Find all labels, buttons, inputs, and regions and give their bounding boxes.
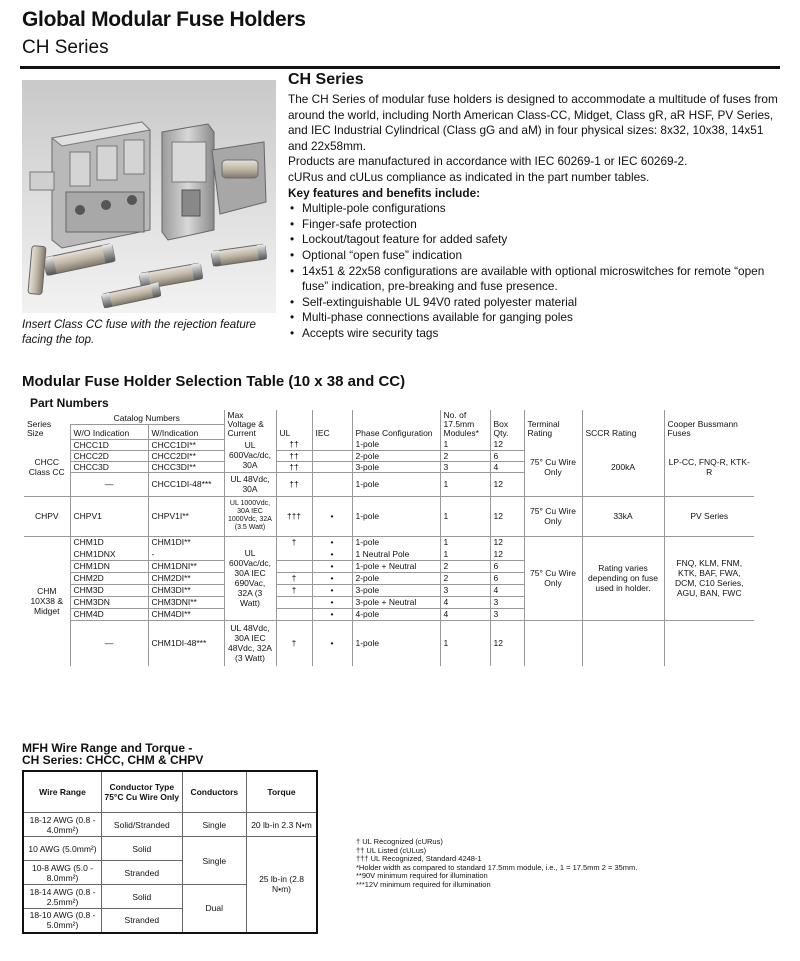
catalog-w: CHM1DI-48*** — [148, 620, 224, 666]
table-row — [24, 496, 754, 536]
catalog-wo: CHPV1 — [70, 496, 148, 536]
header-modules: No. of 17.5mm Modules* — [440, 410, 490, 439]
terminal-chpv: 75° Cu Wire Only — [524, 496, 582, 536]
phase-config: 1-pole — [352, 620, 440, 666]
footnote: *Holder width as compared to standard 17.5mm module, i.e., 1 = 17.5mm 2 = 35mm. — [356, 862, 638, 872]
feature-item: • Multiple-pole configurations — [302, 201, 780, 217]
manufacture-paragraph: Products are manufactured in accordance with IEC 60269-1 or IEC 60269-2. — [288, 154, 688, 169]
header-box-qty: Box Qty. — [490, 410, 524, 439]
box-qty: 3 — [490, 596, 524, 608]
footnote: **90V minimum required for illumination — [356, 871, 488, 881]
feature-item: • Multi-phase connections available for ganging poles — [302, 310, 780, 326]
compliance-paragraph: cURus and cULus compliance as indicated in the part number tables. — [288, 169, 650, 184]
modules: 2 — [440, 560, 490, 572]
sccr-chpv: 33kA — [582, 496, 664, 536]
catalog-w: CHM3DI** — [148, 584, 224, 596]
part-numbers-title: Part Numbers — [30, 396, 109, 410]
catalog-wo: — — [70, 620, 148, 666]
wire-range: 18-12 AWG (0.8 - 4.0mm²) — [23, 813, 102, 837]
mfh-title-line1: MFH Wire Range and Torque - — [22, 741, 193, 755]
photo-caption: Insert Class CC fuse with the rejection feature facing the top. — [22, 319, 256, 346]
conductors: Single — [182, 813, 246, 837]
terminal-chcc: 75° Cu Wire Only — [524, 439, 582, 496]
phase-config: 1-pole — [352, 439, 440, 450]
phase-config: 4-pole — [352, 608, 440, 620]
modules: 3 — [440, 461, 490, 472]
wire-range: 18-14 AWG (0.8 - 2.5mm²) — [23, 885, 102, 909]
feature-item: • Lockout/tagout feature for added safety — [302, 232, 780, 248]
features-title: Key features and benefits include: — [288, 185, 481, 200]
selection-table — [24, 410, 754, 666]
modules: 1 — [440, 620, 490, 666]
box-qty: 6 — [490, 450, 524, 461]
fuses-chm: FNQ, KLM, FNM, KTK, BAF, FWA, DCM, C10 Series, AGU, BAN, FWC — [664, 536, 754, 620]
voltage-chm: UL 600Vac/dc, 30A IEC 690Vac, 32A (3 Watt) — [224, 536, 276, 620]
modules: 1 — [440, 536, 490, 548]
box-qty: 12 — [490, 548, 524, 560]
conductor-type: Stranded — [102, 861, 183, 885]
catalog-wo: CHM2D — [70, 572, 148, 584]
series-chm: CHM 10X38 & Midget — [30, 586, 64, 617]
header-sccr: SCCR Rating — [582, 410, 664, 439]
header-conductors: Conductors — [182, 771, 246, 813]
voltage-chpv: UL 1000Vdc, 30A IEC 1000Vdc, 32A (3.5 Watt) — [224, 496, 276, 536]
catalog-w: - — [148, 548, 224, 560]
intro-paragraph: The CH Series of modular fuse holders is designed to accommodate a multitude of fuses from around the world, including North American Class-CC, Midget, Class gR, aR HSF, PV Series, and IEC Industrial Cylindrical (Class gG and aM) in four physical sizes: 8x32, 10x38, 14x51 and 22x58mm. — [288, 92, 778, 153]
header-max-voltage: Max Voltage & Current — [224, 410, 276, 439]
iec-mark: • — [312, 548, 352, 560]
table-row — [23, 813, 317, 837]
modules: 1 — [440, 472, 490, 496]
torque: 25 lb-in (2.8 N•m) — [247, 837, 317, 933]
phase-config: 1-pole + Neutral — [352, 560, 440, 572]
ul-mark — [276, 560, 312, 572]
conductors: Single — [182, 837, 246, 885]
iec-mark: • — [312, 584, 352, 596]
ul-mark: †† — [276, 461, 312, 472]
conductors: Dual — [182, 885, 246, 933]
catalog-w: CHCC2DI** — [148, 450, 224, 461]
ul-mark: †† — [276, 450, 312, 461]
catalog-wo: CHM1DNX — [70, 548, 148, 560]
ul-mark: †† — [276, 472, 312, 496]
feature-item: • 14x51 & 22x58 configurations are available with optional microswitches for remote “open fuse” indication, pre-breaking and fuse presence. — [302, 264, 780, 295]
iec-mark: • — [312, 496, 352, 536]
voltage-chcc-48: UL 48Vdc, 30A — [224, 472, 276, 496]
iec-mark: • — [312, 620, 352, 666]
phase-config: 1-pole — [352, 472, 440, 496]
conductor-type: Solid — [102, 837, 183, 861]
table-row — [23, 837, 317, 861]
catalog-wo: CHM1D — [70, 536, 148, 548]
wire-range: 10-8 AWG (5.0 - 8.0mm²) — [23, 861, 102, 885]
catalog-w: CHCC1DI** — [148, 439, 224, 450]
modules: 2 — [440, 450, 490, 461]
sccr-chm: Rating varies depending on fuse used in holder. — [582, 536, 664, 620]
product-photo — [22, 80, 276, 313]
ul-mark: ††† — [276, 496, 312, 536]
catalog-w: CHM3DNI** — [148, 596, 224, 608]
terminal-chm: 75° Cu Wire Only — [524, 536, 582, 620]
features-list — [288, 201, 780, 341]
catalog-w: CHM2DI** — [148, 572, 224, 584]
feature-item: • Accepts wire security tags — [302, 326, 780, 342]
footnote: †† UL Listed (cULus) — [356, 845, 427, 855]
ul-mark: † — [276, 584, 312, 596]
modules: 4 — [440, 608, 490, 620]
footnote: ***12V minimum required for illumination — [356, 879, 491, 889]
box-qty: 3 — [490, 608, 524, 620]
modules: 3 — [440, 584, 490, 596]
ch-series-description — [288, 92, 780, 342]
box-qty: 6 — [490, 560, 524, 572]
footnote: † UL Recognized (cURus) — [356, 837, 443, 846]
box-qty: 12 — [490, 620, 524, 666]
table-row — [24, 439, 754, 450]
box-qty: 12 — [490, 536, 524, 548]
voltage-chm-48: UL 48Vdc, 30A IEC 48Vdc, 32A (3 Watt) — [224, 620, 276, 666]
ul-mark — [276, 548, 312, 560]
header-wire-range: Wire Range — [23, 771, 102, 813]
catalog-w: CHPV1I** — [148, 496, 224, 536]
iec-mark: • — [312, 596, 352, 608]
ul-mark — [276, 608, 312, 620]
catalog-wo: CHCC2D — [70, 450, 148, 461]
header-fuses: Cooper Bussmann Fuses — [664, 410, 754, 439]
table-row — [24, 536, 754, 548]
ul-mark — [276, 596, 312, 608]
mfh-table-title — [22, 742, 203, 766]
box-qty: 12 — [490, 496, 524, 536]
box-qty: 12 — [490, 472, 524, 496]
ul-mark: †† — [276, 439, 312, 450]
header-series-size: Series Size — [27, 419, 52, 438]
box-qty: 6 — [490, 572, 524, 584]
modules: 4 — [440, 596, 490, 608]
wire-range: 18-10 AWG (0.8 - 5.0mm²) — [23, 909, 102, 933]
iec-mark: • — [312, 608, 352, 620]
modules: 1 — [440, 548, 490, 560]
header-divider — [20, 66, 780, 69]
wire-range-table — [22, 770, 318, 934]
catalog-wo: CHM3DN — [70, 596, 148, 608]
mfh-title-line2: CH Series: CHCC, CHM & CHPV — [22, 753, 204, 767]
feature-item: • Finger-safe protection — [302, 217, 780, 233]
header-w-indication: W/Indication — [148, 424, 224, 439]
fuses-chpv: PV Series — [664, 496, 754, 536]
phase-config: 1-pole — [352, 496, 440, 536]
catalog-w: CHM4DI** — [148, 608, 224, 620]
header-terminal: Terminal Rating — [524, 410, 582, 439]
phase-config: 2-pole — [352, 450, 440, 461]
catalog-w: CHM1DNI** — [148, 560, 224, 572]
iec-mark: • — [312, 560, 352, 572]
phase-config: 3-pole — [352, 584, 440, 596]
header-torque: Torque — [247, 771, 317, 813]
ul-mark: † — [276, 572, 312, 584]
selection-table-title: Modular Fuse Holder Selection Table (10 x 38 and CC) — [22, 373, 406, 390]
header-wo-indication: W/O Indication — [70, 424, 148, 439]
header-iec: IEC — [312, 410, 352, 439]
box-qty: 4 — [490, 461, 524, 472]
catalog-wo: CHCC1D — [70, 439, 148, 450]
header-phase: Phase Configuration — [352, 410, 440, 439]
footnote: ††† UL Recognized, Standard 4248-1 — [356, 854, 482, 864]
feature-item: • Self-extinguishable UL 94V0 rated polyester material — [302, 295, 780, 311]
table-row — [24, 620, 754, 666]
ul-mark: † — [276, 536, 312, 548]
wire-range: 10 AWG (5.0mm²) — [23, 837, 102, 861]
header-catalog-numbers: Catalog Numbers — [113, 412, 180, 423]
catalog-w: CHCC1DI-48*** — [148, 472, 224, 496]
conductor-type: Solid/Stranded — [102, 813, 183, 837]
catalog-wo: CHM4D — [70, 608, 148, 620]
feature-item: • Optional “open fuse” indication — [302, 248, 780, 264]
voltage-chcc: UL 600Vac/dc, 30A — [224, 439, 276, 472]
ch-series-heading: CH Series — [288, 71, 364, 88]
modules: 2 — [440, 572, 490, 584]
conductor-type: Stranded — [102, 909, 183, 933]
modules: 1 — [440, 496, 490, 536]
box-qty: 12 — [490, 439, 524, 450]
footnotes — [356, 838, 637, 890]
sccr-chcc: 200kA — [582, 439, 664, 496]
torque: 20 lb-in 2.3 N•m — [247, 813, 317, 837]
phase-config: 1 Neutral Pole — [352, 548, 440, 560]
catalog-wo: CHM3D — [70, 584, 148, 596]
header-ul: UL — [276, 410, 312, 439]
fuse-holder-illustration — [22, 80, 276, 313]
catalog-w: CHCC3DI** — [148, 461, 224, 472]
iec-mark: • — [312, 572, 352, 584]
phase-config: 2-pole — [352, 572, 440, 584]
series-chpv: CHPV — [24, 496, 70, 536]
modules: 1 — [440, 439, 490, 450]
conductor-type: Solid — [102, 885, 183, 909]
ul-mark: † — [276, 620, 312, 666]
page-title: Global Modular Fuse Holders — [22, 8, 306, 31]
fuses-chcc: LP-CC, FNQ-R, KTK-R — [664, 439, 754, 496]
catalog-wo: CHCC3D — [70, 461, 148, 472]
phase-config: 1-pole — [352, 536, 440, 548]
series-chcc: CHCC Class CC — [24, 439, 70, 496]
box-qty: 4 — [490, 584, 524, 596]
phase-config: 3-pole + Neutral — [352, 596, 440, 608]
phase-config: 3-pole — [352, 461, 440, 472]
catalog-wo: CHM1DN — [70, 560, 148, 572]
page-subtitle: CH Series — [22, 37, 109, 58]
iec-mark: • — [312, 536, 352, 548]
catalog-wo: — — [70, 472, 148, 496]
header-conductor-type: Conductor Type 75°C Cu Wire Only — [102, 771, 183, 813]
catalog-w: CHM1DI** — [148, 536, 224, 548]
